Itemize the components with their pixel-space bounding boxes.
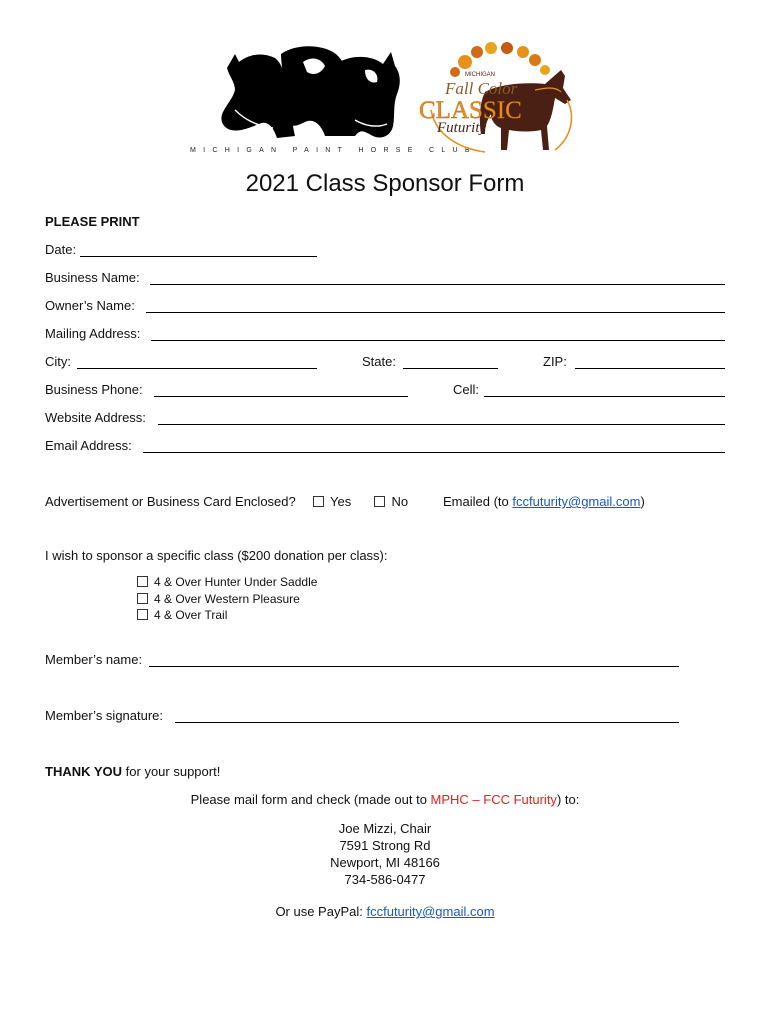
thank-you-rest: for your support! <box>122 764 221 779</box>
class-list <box>137 574 317 624</box>
mail-suffix: ) to: <box>556 792 580 807</box>
fcc-classic-text: CLASSIC <box>419 97 522 124</box>
class-item <box>137 607 317 624</box>
date-field[interactable] <box>80 256 317 257</box>
email-field[interactable] <box>143 452 725 453</box>
member-name-label: Member’s name: <box>45 652 143 667</box>
class-checkbox[interactable] <box>137 576 148 587</box>
advert-row <box>45 494 408 509</box>
member-signature-label: Member’s signature: <box>45 708 164 723</box>
fcc-futurity-text: Futurity <box>437 120 487 136</box>
class-checkbox[interactable] <box>137 593 148 604</box>
mailing-address-block <box>0 820 770 888</box>
date-label: Date: <box>45 242 77 257</box>
mailing-address-field[interactable] <box>151 340 725 341</box>
no-label: No <box>391 494 409 509</box>
mail-instructions <box>0 792 770 807</box>
mail-prefix: Please mail form and check (made out to <box>190 792 431 807</box>
zip-label: ZIP: <box>543 354 567 369</box>
state-label: State: <box>362 354 396 369</box>
website-label: Website Address: <box>45 410 146 425</box>
owners-name-label: Owner’s Name: <box>45 298 135 313</box>
fcc-futurity-logo <box>415 40 587 158</box>
business-phone-field[interactable] <box>154 396 408 397</box>
advert-question: Advertisement or Business Card Enclosed? <box>45 494 296 509</box>
yes-checkbox[interactable] <box>313 496 324 507</box>
cell-label: Cell: <box>453 382 480 397</box>
emailed-prefix: Emailed (to <box>443 494 513 509</box>
address-line: 734-586-0477 <box>344 872 426 887</box>
owners-name-field[interactable] <box>146 312 725 313</box>
business-phone-label: Business Phone: <box>45 382 143 397</box>
sponsor-intro: I wish to sponsor a specific class ($200 donation per class): <box>45 548 388 563</box>
city-label: City: <box>45 354 71 369</box>
class-label: 4 & Over Hunter Under Saddle <box>154 575 318 589</box>
emailed-note <box>443 494 645 509</box>
fcc-fall-color-text: Fall Color <box>445 79 518 98</box>
class-item <box>137 591 317 608</box>
mailing-address-label: Mailing Address: <box>45 326 141 341</box>
business-name-field[interactable] <box>150 284 725 285</box>
website-field[interactable] <box>158 424 725 425</box>
mphc-caption: MICHIGAN PAINT HORSE CLUB <box>190 147 477 154</box>
class-item <box>137 574 317 591</box>
fcc-michigan-text: MICHIGAN <box>465 72 495 78</box>
paypal-line <box>0 904 770 919</box>
email-label: Email Address: <box>45 438 132 453</box>
yes-label: Yes <box>329 494 352 509</box>
please-print-label: PLEASE PRINT <box>45 214 140 229</box>
class-label: 4 & Over Western Pleasure <box>154 591 300 606</box>
paypal-link[interactable]: fccfuturity@gmail.com <box>366 904 495 919</box>
emailed-suffix: ) <box>640 494 645 509</box>
address-line: Newport, MI 48166 <box>330 855 440 870</box>
class-label: 4 & Over Trail <box>154 608 228 622</box>
address-line: Joe Mizzi, Chair <box>338 821 432 836</box>
paypal-prefix: Or use PayPal: <box>275 904 367 919</box>
class-checkbox[interactable] <box>137 609 148 620</box>
member-signature-field[interactable] <box>175 722 679 723</box>
thank-you-line <box>45 764 220 779</box>
member-name-field[interactable] <box>149 666 679 667</box>
state-field[interactable] <box>403 368 498 369</box>
city-field[interactable] <box>77 368 317 369</box>
cell-field[interactable] <box>484 396 725 397</box>
no-checkbox[interactable] <box>374 496 385 507</box>
zip-field[interactable] <box>575 368 725 369</box>
address-line: 7591 Strong Rd <box>339 838 431 853</box>
mail-payee: MPHC – FCC Futurity <box>430 792 557 807</box>
business-name-label: Business Name: <box>45 270 140 285</box>
thank-you-bold: THANK YOU <box>45 764 123 779</box>
form-title: 2021 Class Sponsor Form <box>245 170 525 197</box>
emailed-link[interactable]: fccfuturity@gmail.com <box>512 494 641 509</box>
